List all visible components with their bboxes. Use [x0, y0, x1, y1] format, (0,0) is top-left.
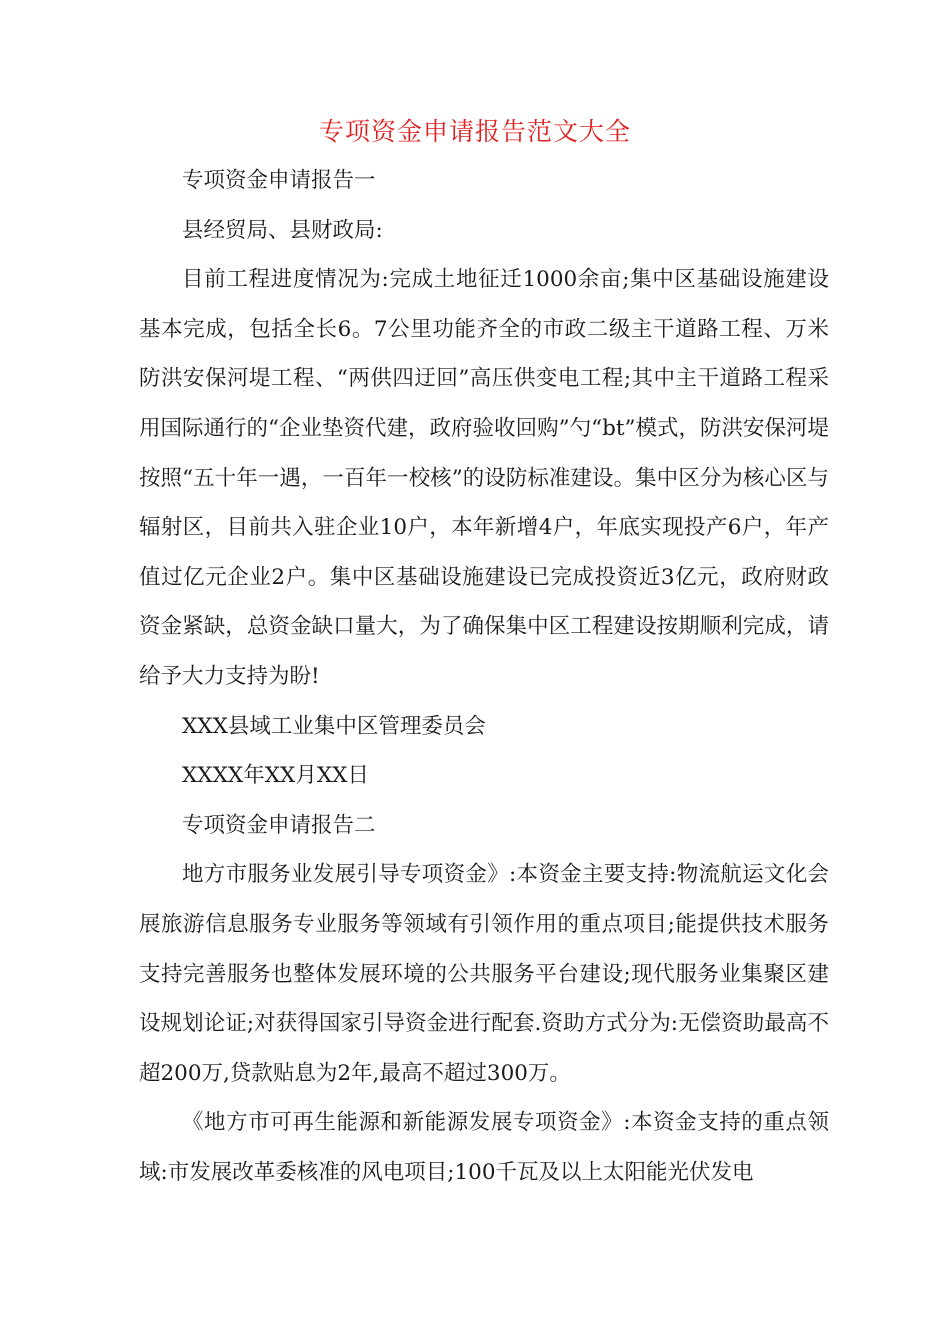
- report-two-heading: 专项资金申请报告二: [182, 812, 376, 838]
- energy-fund-paragraph: 《地方市可再生能源和新能源发展专项资金》:本资金支持的重点领域:市发展改革委核准的风电项目;100千瓦及以上太阳能光伏发电: [139, 1110, 829, 1185]
- addressee-line: 县经贸局、县财政局:: [182, 217, 383, 243]
- signature-organization: XXX县域工业集中区管理委员会: [182, 713, 486, 739]
- report-one-heading: 专项资金申请报告一: [182, 168, 376, 193]
- signature-date: XXXX年XX月XX日: [182, 763, 369, 789]
- document-body: [139, 156, 829, 1197]
- service-fund-paragraph: 地方市服务业发展引导专项资金》:本资金主要支持:物流航运文化会展旅游信息服务专业服务等领域有引领作用的重点项目;能提供技术服务支持完善服务也整体发展环境的公共服务平台建设;现代服务业集聚区建设规划论证;对获得国家引导资金进行配套.资助方式分为:无偿资助最高不超200万,贷款贴息为2年,最高不超过300万。: [139, 862, 829, 1086]
- document-title: 专项资金申请报告范文大全: [318, 117, 631, 146]
- progress-paragraph: 目前工程进度情况为:完成土地征迁1000余亩;集中区基础设施建设基本完成，包括全长6。7公里功能齐全的市政二级主干道路工程、万米防洪安保河堤工程、“两供四迂回”高压供变电工程;其中主干道路工程采用国际通行的“企业垫资代建，政府验收回购”勺“bt”模式，防洪安保河堤按照“五十年一遇，一百年一校核”的设防标准建设。集中区分为核心区与辐射区，目前共入驻企业10户，本年新增4户，年底实现投产6户，年产值过亿元企业2户。集中区基础设施建设已完成投资近3亿元，政府财政资金紧缺，总资金缺口量大，为了确保集中区工程建设按期顺利完成，请给予大力支持为盼!: [139, 267, 829, 689]
